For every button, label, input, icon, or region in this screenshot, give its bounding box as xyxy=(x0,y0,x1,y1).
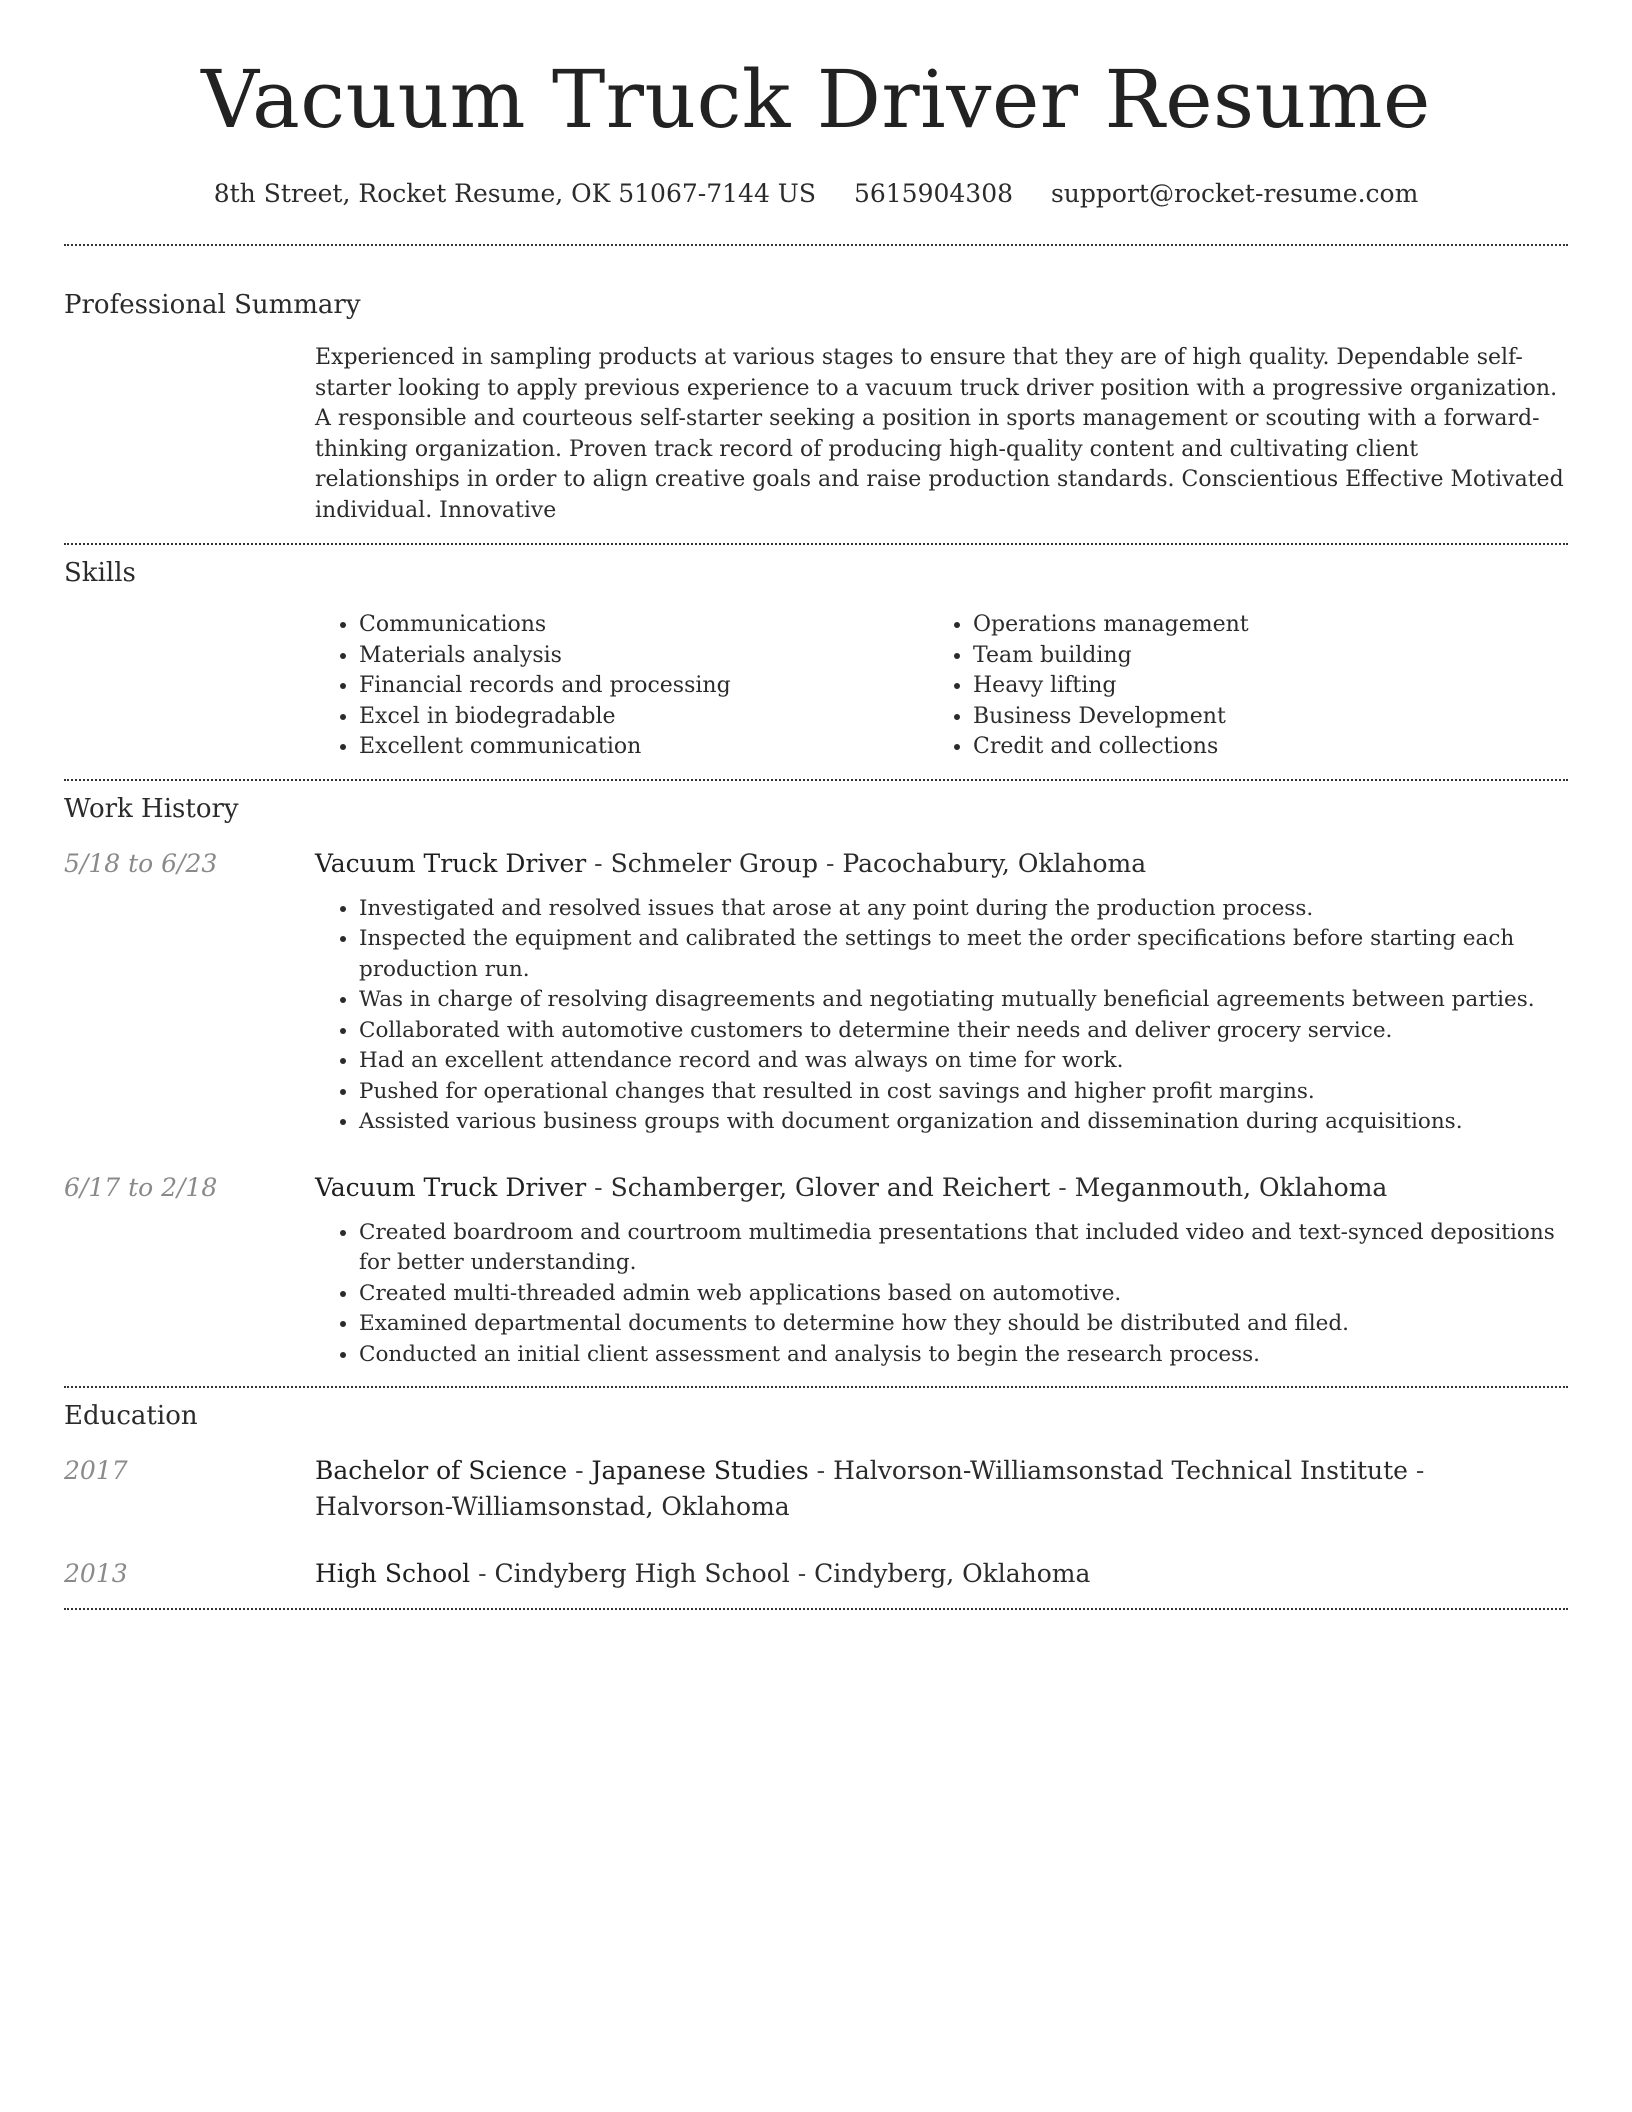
education-heading: Education xyxy=(64,1401,198,1431)
education-entry xyxy=(64,1556,1568,1592)
work-heading: Work History xyxy=(64,793,239,824)
education-location: Cindyberg, Oklahoma xyxy=(814,1559,1091,1588)
list-item: • Excel in biodegradable xyxy=(359,702,929,733)
skills-list-left xyxy=(315,610,929,763)
summary-text: Experienced in sampling products at various stages to ensure that they are of high quality. Dependable self-starter looking to apply previous experience to a vacuum truck driver position with a progressive organization. A responsible and courteous self-starter seeking a position in sports management or scouting with a forward-thinking organization. Proven track record of producing high-quality content and cultivating client relationships in order to align creative goals and raise production standards. Conscientious Effective Motivated individual. Innovative xyxy=(315,345,1564,523)
job-entry xyxy=(64,1170,1568,1371)
job-title: Vacuum Truck Driver xyxy=(315,1172,587,1202)
list-item: • Materials analysis xyxy=(359,641,929,672)
contact-email: support@rocket-resume.com xyxy=(1050,179,1419,208)
divider xyxy=(64,1386,1568,1388)
list-item: • Created multi-threaded admin web applications based on automotive. xyxy=(359,1279,1568,1310)
list-item: • Communications xyxy=(359,610,929,641)
job-company: Schamberger, Glover and Reichert xyxy=(610,1172,1051,1202)
skills-heading: Skills xyxy=(64,558,136,588)
resume-title: Vacuum Truck Driver Resume xyxy=(201,53,1431,146)
list-item: • Created boardroom and courtroom multimedia presentations that included video and text-synced depositions for better understanding. xyxy=(359,1218,1568,1279)
education-entry xyxy=(64,1453,1568,1525)
divider xyxy=(64,779,1568,781)
list-item: • Examined departmental documents to determine how they should be distributed and filed. xyxy=(359,1309,1568,1340)
list-item: • Assisted various business groups with document organization and dissemination during acquisitions. xyxy=(359,1107,1568,1138)
job-location: Pacochabury, Oklahoma xyxy=(842,848,1147,878)
list-item: • Financial records and processing xyxy=(359,671,929,702)
job-dates: 5/18 to 6/23 xyxy=(64,848,218,878)
job-dates: 6/17 to 2/18 xyxy=(64,1172,218,1202)
job-bullets xyxy=(315,894,1568,1138)
list-item: • Investigated and resolved issues that arose at any point during the production process. xyxy=(359,894,1568,925)
skills-list-right xyxy=(929,610,1543,763)
education-year: 2013 xyxy=(64,1559,128,1588)
education-location: Halvorson-Williamsonstad, Oklahoma xyxy=(315,1492,790,1521)
job-heading: Vacuum Truck Driver - Schamberger, Glover and Reichert - Meganmouth, Oklahoma xyxy=(315,1172,1388,1202)
resume-page xyxy=(64,0,1568,1610)
list-item: • Was in charge of resolving disagreements and negotiating mutually beneficial agreements between parties. xyxy=(359,985,1568,1016)
summary-heading: Professional Summary xyxy=(64,290,361,320)
list-item: • Team building xyxy=(973,641,1543,672)
list-item: • Business Development xyxy=(973,702,1543,733)
list-item: • Heavy lifting xyxy=(973,671,1543,702)
list-item: • Pushed for operational changes that resulted in cost savings and higher profit margins. xyxy=(359,1077,1568,1108)
education-heading-line: Bachelor of Science - Japanese Studies - Halvorson-Williamsonstad Technical Institute - Halvorson-Williamsonstad, Oklahoma xyxy=(315,1456,1425,1521)
job-bullets xyxy=(315,1218,1568,1371)
job-title: Vacuum Truck Driver xyxy=(315,848,587,878)
list-item: • Had an excellent attendance record and was always on time for work. xyxy=(359,1046,1568,1077)
education-field: Japanese Studies xyxy=(591,1456,809,1485)
job-location: Meganmouth, Oklahoma xyxy=(1074,1172,1388,1202)
work-section xyxy=(64,792,1568,1371)
skills-grid xyxy=(315,610,1568,763)
education-section xyxy=(64,1399,1568,1592)
education-heading-line: High School - Cindyberg High School - Cindyberg, Oklahoma xyxy=(315,1559,1091,1588)
divider xyxy=(64,1608,1568,1610)
job-company: Schmeler Group xyxy=(610,848,819,878)
job-entry xyxy=(64,846,1568,1138)
education-school: Halvorson-Williamsonstad Technical Institute xyxy=(833,1456,1408,1485)
education-school: Cindyberg High School xyxy=(494,1559,790,1588)
job-heading: Vacuum Truck Driver - Schmeler Group - Pacochabury, Oklahoma xyxy=(315,848,1147,878)
education-degree: High School xyxy=(315,1559,471,1588)
contact-phone: 5615904308 xyxy=(853,179,1014,208)
divider xyxy=(64,244,1568,246)
divider xyxy=(64,543,1568,545)
education-degree: Bachelor of Science xyxy=(315,1456,568,1485)
skills-section xyxy=(64,556,1568,763)
summary-section xyxy=(64,288,1568,526)
education-year: 2017 xyxy=(64,1456,128,1485)
list-item: • Excellent communication xyxy=(359,732,929,763)
contact-address: 8th Street, Rocket Resume, OK 51067-7144 US xyxy=(213,179,816,208)
list-item: • Conducted an initial client assessment and analysis to begin the research process. xyxy=(359,1340,1568,1371)
list-item: • Operations management xyxy=(973,610,1543,641)
list-item: • Credit and collections xyxy=(973,732,1543,763)
list-item: • Inspected the equipment and calibrated the settings to meet the order specifications before starting each production run. xyxy=(359,924,1568,985)
list-item: • Collaborated with automotive customers to determine their needs and deliver grocery service. xyxy=(359,1016,1568,1047)
contact-line xyxy=(64,178,1568,210)
